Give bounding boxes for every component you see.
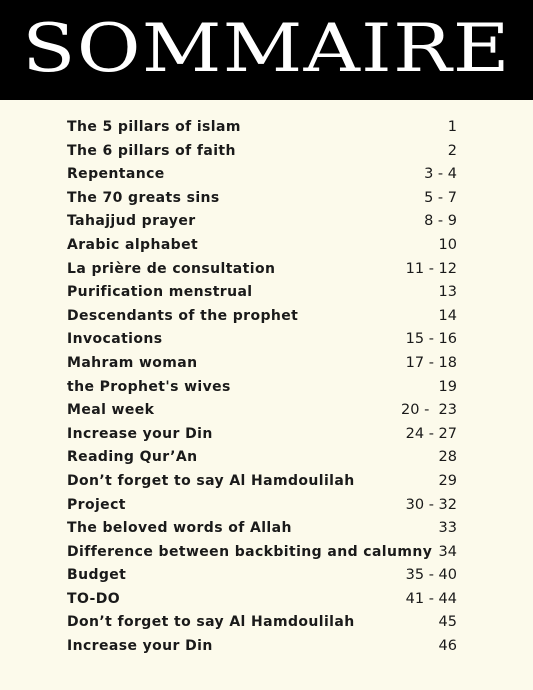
toc-entry-title: La prière de consultation (67, 260, 276, 277)
toc-entry (67, 517, 457, 541)
toc-entry-pages: 14 (438, 307, 457, 324)
toc-entry-pages: 10 (438, 236, 457, 253)
toc-entry-pages: 8 - 9 (424, 213, 457, 230)
toc-entry-pages: 46 (438, 638, 457, 655)
toc-entry (67, 258, 457, 282)
toc-entry-title: the Prophet's wives (67, 378, 231, 395)
toc-entry-pages: 3 - 4 (424, 166, 457, 183)
toc-entry (67, 588, 457, 612)
toc-entry-pages: 28 (438, 449, 457, 466)
toc-entry (67, 163, 457, 187)
toc-entry (67, 376, 457, 400)
toc-entry-pages: 34 (438, 543, 457, 560)
toc-entry-pages: 19 (438, 378, 457, 395)
header-banner (0, 0, 533, 100)
toc-entry-title: Increase your Din (67, 638, 213, 655)
toc-entry (67, 328, 457, 352)
toc-entry-title: The 70 greats sins (67, 189, 220, 206)
table-of-contents (67, 116, 457, 659)
toc-entry-title: Descendants of the prophet (67, 307, 299, 324)
toc-entry-title: The 6 pillars of faith (67, 142, 236, 159)
toc-entry-pages: 41 - 44 (405, 590, 457, 607)
toc-entry-pages: 45 (438, 614, 457, 631)
toc-entry-title: TO-DO (67, 590, 121, 607)
toc-entry-title: Arabic alphabet (67, 236, 199, 253)
toc-entry (67, 187, 457, 211)
toc-entry-title: Mahram woman (67, 354, 198, 371)
toc-entry (67, 635, 457, 659)
toc-entry-pages: 30 - 32 (405, 496, 457, 513)
toc-entry-pages: 20 - 23 (401, 402, 457, 419)
toc-entry-title: Tahajjud prayer (67, 213, 196, 230)
toc-entry (67, 234, 457, 258)
toc-entry-title: The beloved words of Allah (67, 520, 292, 537)
toc-entry (67, 210, 457, 234)
toc-entry-title: Budget (67, 567, 127, 584)
toc-entry (67, 541, 457, 565)
toc-entry (67, 116, 457, 140)
toc-entry-title: The 5 pillars of islam (67, 119, 241, 135)
toc-entry-title: Repentance (67, 166, 165, 183)
toc-entry (67, 352, 457, 376)
toc-entry-title: Invocations (67, 331, 163, 348)
toc-entry (67, 281, 457, 305)
toc-entry-title: Purification menstrual (67, 284, 253, 301)
toc-entry (67, 423, 457, 447)
page-title: SOMMAIRE (22, 10, 511, 87)
toc-entry-pages: 29 (438, 472, 457, 489)
toc-entry (67, 494, 457, 518)
toc-entry-title: Reading Qur’An (67, 449, 198, 466)
toc-entry (67, 140, 457, 164)
toc-entry-title: Don’t forget to say Al Hamdoulilah (67, 614, 355, 631)
toc-entry-pages: 1 (447, 119, 457, 135)
toc-entry-pages: 13 (438, 284, 457, 301)
toc-entry-pages: 5 - 7 (424, 189, 457, 206)
toc-entry-title: Increase your Din (67, 425, 213, 442)
toc-entry (67, 564, 457, 588)
toc-entry-title: Don’t forget to say Al Hamdoulilah (67, 472, 355, 489)
toc-entry (67, 399, 457, 423)
toc-entry-pages: 15 - 16 (405, 331, 457, 348)
toc-entry-pages: 35 - 40 (405, 567, 457, 584)
toc-entry (67, 470, 457, 494)
toc-entry-title: Project (67, 496, 126, 513)
toc-entry (67, 611, 457, 635)
toc-entry-pages: 2 (447, 142, 457, 159)
toc-entry-title: Meal week (67, 402, 155, 419)
toc-entry (67, 305, 457, 329)
toc-entry-pages: 11 - 12 (405, 260, 457, 277)
toc-entry (67, 446, 457, 470)
toc-entry-pages: 17 - 18 (405, 354, 457, 371)
toc-entry-pages: 24 - 27 (405, 425, 457, 442)
toc-entry-pages: 33 (438, 520, 457, 537)
toc-entry-title: Difference between backbiting and calumny (67, 543, 433, 560)
